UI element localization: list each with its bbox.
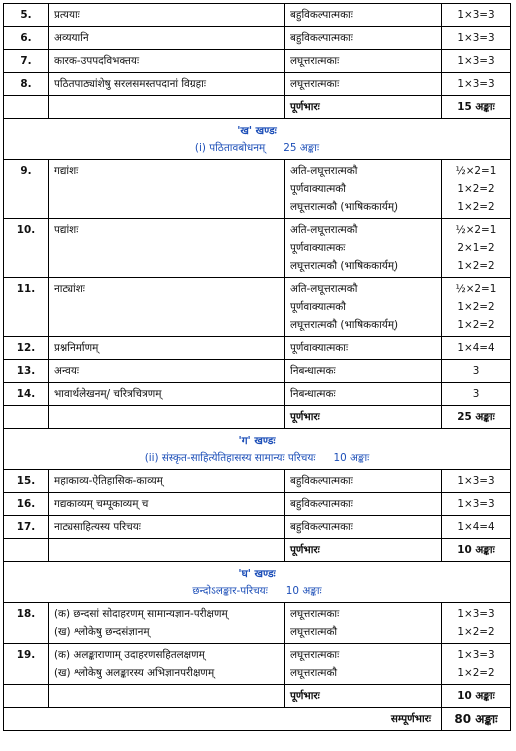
total-label: पूर्णभारः: [285, 96, 442, 119]
row-topic: पठितपाठ्यांशेषु सरलसमस्तपदानां विग्रहाः: [49, 73, 285, 96]
row-marks: 1×3=3: [442, 4, 511, 27]
row-question-type: निबन्धात्मकः: [285, 383, 442, 406]
row-question-type: बहुविकल्पात्मकाः: [285, 516, 442, 539]
section-subtitle: (i) पठितावबोधनम् 25 अङ्काः: [194, 142, 320, 154]
row-number: 6.: [4, 27, 49, 50]
row-marks: 1×3=3 1×2=2: [442, 644, 511, 685]
empty-cell: [4, 406, 49, 429]
table-row: [4, 4, 511, 27]
section-points: 10 अङ्काः: [333, 452, 370, 464]
row-marks: 1×4=4: [442, 337, 511, 360]
row-topic: नाट्यसाहित्यस्य परिचयः: [49, 516, 285, 539]
section-ga-header: [4, 429, 511, 470]
empty-cell: [49, 539, 285, 562]
row-marks: 1×3=3: [442, 470, 511, 493]
row-topic: प्रश्ननिर्माणम्: [49, 337, 285, 360]
table-row: [4, 219, 511, 278]
row-topic: भावार्थलेखनम्/ चरित्रचित्रणम्: [49, 383, 285, 406]
row-marks: ½×2=1 2×1=2 1×2=2: [442, 219, 511, 278]
section-header-row: [4, 562, 511, 603]
section-subtitle: (ii) संस्कृत-साहित्येतिहासस्य सामान्यः परिचयः 10 अङ्काः: [144, 452, 370, 464]
row-question-type: निबन्धात्मकः: [285, 360, 442, 383]
total-marks: 25 अङ्काः: [442, 406, 511, 429]
row-number: 8.: [4, 73, 49, 96]
table-row: [4, 383, 511, 406]
total-label: पूर्णभारः: [285, 685, 442, 708]
row-number: 12.: [4, 337, 49, 360]
row-question-type: बहुविकल्पात्मकाः: [285, 4, 442, 27]
table-row: [4, 278, 511, 337]
row-topic: पद्यांशः: [49, 219, 285, 278]
total-label: पूर्णभारः: [285, 539, 442, 562]
row-marks: ½×2=1 1×2=2 1×2=2: [442, 278, 511, 337]
row-number: 14.: [4, 383, 49, 406]
empty-cell: [49, 685, 285, 708]
empty-cell: [4, 539, 49, 562]
table-row: [4, 160, 511, 219]
row-marks: 1×3=3: [442, 50, 511, 73]
section-header-row: [4, 119, 511, 160]
marks-distribution-sheet: [3, 3, 510, 731]
total-label: पूर्णभारः: [285, 406, 442, 429]
row-number: 16.: [4, 493, 49, 516]
table-row: [4, 27, 511, 50]
row-topic: कारक-उपपदविभक्तयः: [49, 50, 285, 73]
row-marks: 1×4=4: [442, 516, 511, 539]
empty-cell: [4, 96, 49, 119]
table-row: [4, 360, 511, 383]
section-title: 'ग' खण्डः: [238, 435, 276, 447]
row-question-type: लघूत्तरात्मकाः लघूत्तरात्मकौ: [285, 644, 442, 685]
empty-cell: [4, 685, 49, 708]
row-question-type: बहुविकल्पात्मकाः: [285, 27, 442, 50]
total-row: [4, 96, 511, 119]
row-topic: महाकाव्य-ऐतिहासिक-काव्यम्: [49, 470, 285, 493]
section-title: 'ख' खण्डः: [237, 125, 277, 137]
row-number: 7.: [4, 50, 49, 73]
table-row: [4, 50, 511, 73]
row-question-type: पूर्णवाक्यात्मकाः: [285, 337, 442, 360]
empty-cell: [49, 406, 285, 429]
total-marks: 10 अङ्काः: [442, 539, 511, 562]
row-topic: अन्वयः: [49, 360, 285, 383]
total-marks: 15 अङ्काः: [442, 96, 511, 119]
section-points: 10 अङ्काः: [285, 585, 322, 597]
row-question-type: अति-लघूत्तरात्मकौ पूर्णवाक्यात्मकौ लघूत्तरात्मकौ (भाषिककार्यम्): [285, 278, 442, 337]
row-number: 10.: [4, 219, 49, 278]
row-marks: 1×3=3: [442, 493, 511, 516]
row-number: 17.: [4, 516, 49, 539]
row-question-type: बहुविकल्पात्मकाः: [285, 493, 442, 516]
table-row: [4, 337, 511, 360]
row-marks: 3: [442, 360, 511, 383]
row-question-type: लघूत्तरात्मकाः लघूत्तरात्मकौ: [285, 603, 442, 644]
section-gha-header: [4, 562, 511, 603]
row-number: 18.: [4, 603, 49, 644]
section-points: 25 अङ्काः: [283, 142, 320, 154]
table-row: [4, 516, 511, 539]
row-topic: (क) अलङ्काराणाम् उदाहरणसहितलक्षणम् (ख) श्लोकेषु अलङ्कारस्य अभिज्ञानपरीक्षणम्: [49, 644, 285, 685]
row-topic: प्रत्ययाः: [49, 4, 285, 27]
grand-total-row: [4, 708, 511, 731]
row-question-type: लघूत्तरात्मकाः: [285, 50, 442, 73]
section-header-row: [4, 429, 511, 470]
row-topic: अव्ययानि: [49, 27, 285, 50]
marks-table: [3, 3, 511, 731]
section-title: 'घ' खण्डः: [238, 568, 276, 580]
row-number: 11.: [4, 278, 49, 337]
row-number: 9.: [4, 160, 49, 219]
total-row: [4, 539, 511, 562]
row-topic: गद्यांशः: [49, 160, 285, 219]
row-topic: नाट्यांशः: [49, 278, 285, 337]
row-marks: 1×3=3: [442, 27, 511, 50]
row-number: 19.: [4, 644, 49, 685]
row-topic: गद्यकाव्यम् चम्पूकाव्यम् च: [49, 493, 285, 516]
row-question-type: अति-लघूत्तरात्मकौ पूर्णवाक्यात्मकः लघूत्तरात्मकौ (भाषिककार्यम्): [285, 219, 442, 278]
table-row: [4, 603, 511, 644]
section-subtitle: छन्दोऽलङ्कार-परिचयः 10 अङ्काः: [192, 585, 322, 597]
total-row: [4, 685, 511, 708]
row-marks: 3: [442, 383, 511, 406]
table-row: [4, 73, 511, 96]
table-row: [4, 493, 511, 516]
table-row: [4, 644, 511, 685]
section-kha-header: [4, 119, 511, 160]
total-marks: 10 अङ्काः: [442, 685, 511, 708]
row-number: 15.: [4, 470, 49, 493]
row-number: 5.: [4, 4, 49, 27]
row-marks: ½×2=1 1×2=2 1×2=2: [442, 160, 511, 219]
grand-total-marks: 80 अङ्काः: [442, 708, 511, 731]
row-marks: 1×3=3: [442, 73, 511, 96]
empty-cell: [49, 96, 285, 119]
row-topic: (क) छन्दसां सोदाहरणम् सामान्यज्ञान-परीक्षणम् (ख) श्लोकेषु छन्दसंज्ञानम्: [49, 603, 285, 644]
total-row: [4, 406, 511, 429]
row-question-type: बहुविकल्पात्मकाः: [285, 470, 442, 493]
row-marks: 1×3=3 1×2=2: [442, 603, 511, 644]
table-row: [4, 470, 511, 493]
row-question-type: अति-लघूत्तरात्मकौ पूर्णवाक्यात्मकौ लघूत्तरात्मकौ (भाषिककार्यम्): [285, 160, 442, 219]
grand-total-label: सम्पूर्णभारः: [4, 708, 442, 731]
row-number: 13.: [4, 360, 49, 383]
row-question-type: लघूत्तरात्मकाः: [285, 73, 442, 96]
